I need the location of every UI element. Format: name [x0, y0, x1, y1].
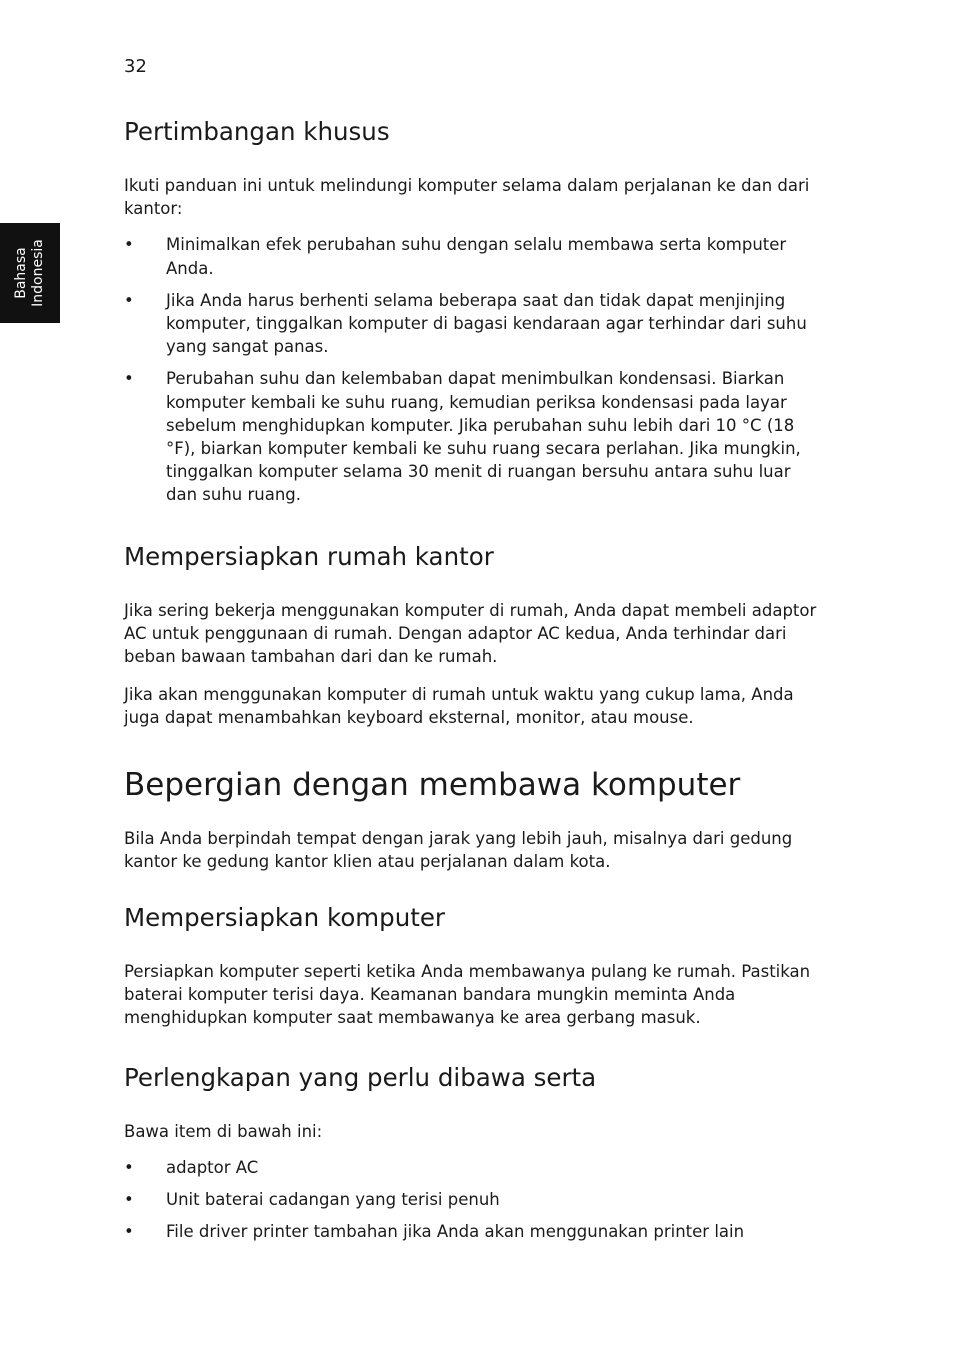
side-tab-line-2: Indonesia	[30, 239, 46, 307]
list-item-text: Unit baterai cadangan yang terisi penuh	[166, 1190, 500, 1210]
list-item-text: adaptor AC	[166, 1157, 259, 1177]
page-content	[124, 112, 824, 1243]
list-item	[124, 233, 824, 279]
page-number: 32	[124, 56, 147, 77]
bullet-icon: •	[124, 235, 134, 255]
list-item-text: Minimalkan efek perubahan suhu dengan selalu membawa serta komputer Anda.	[166, 235, 787, 278]
perlengkapan-list	[124, 1156, 824, 1244]
heading-mempersiapkan-komputer: Mempersiapkan komputer	[124, 903, 446, 933]
heading-perlengkapan: Perlengkapan yang perlu dibawa serta	[124, 1062, 597, 1092]
list-item-text: Perubahan suhu dan kelembaban dapat menimbulkan kondensasi. Biarkan komputer kembali ke suhu ruang, kemudian periksa kondensasi pada layar sebelum menghidupkan komputer. Jika perubahan suhu lebih dari 10 °C (18 °F), biarkan komputer kembali ke suhu ruang secara perlahan. Jika mungkin, tinggalkan komputer selama 30 menit di ruangan bersuhu antara suhu luar dan suhu ruang.	[166, 369, 801, 505]
list-item	[124, 367, 824, 506]
list-item	[124, 1188, 824, 1211]
list-item	[124, 289, 824, 359]
pertimbangan-intro: Ikuti panduan ini untuk melindungi komputer selama dalam perjalanan ke dan dari kantor:	[124, 176, 810, 219]
bullet-icon: •	[124, 1157, 134, 1177]
bullet-icon: •	[124, 1190, 134, 1210]
side-tab-line-1: Bahasa	[13, 247, 29, 299]
list-item	[124, 1156, 824, 1179]
bepergian-intro: Bila Anda berpindah tempat dengan jarak yang lebih jauh, misalnya dari gedung kantor ke gedung kantor klien atau perjalanan dalam kota.	[124, 828, 793, 871]
rumah-kantor-paragraph-2: Jika akan menggunakan komputer di rumah untuk waktu yang cukup lama, Anda juga dapat menambahkan keyboard eksternal, monitor, atau mouse.	[124, 685, 794, 728]
bullet-icon: •	[124, 1222, 134, 1242]
perlengkapan-intro: Bawa item di bawah ini:	[124, 1121, 323, 1141]
heading-pertimbangan-khusus: Pertimbangan khusus	[124, 117, 390, 146]
pertimbangan-list	[124, 233, 824, 506]
bullet-icon: •	[124, 290, 134, 310]
rumah-kantor-paragraph-1: Jika sering bekerja menggunakan komputer di rumah, Anda dapat membeli adaptor AC untuk penggunaan di rumah. Dengan adaptor AC kedua, Anda terhindar dari beban bawaan tambahan dari dan ke rumah.	[124, 600, 817, 667]
heading-mempersiapkan-rumah-kantor: Mempersiapkan rumah kantor	[124, 541, 494, 571]
language-side-tab-label	[13, 239, 47, 307]
persiapan-komputer-paragraph: Persiapkan komputer seperti ketika Anda membawanya pulang ke rumah. Pastikan baterai komputer terisi daya. Keamanan bandara mungkin meminta Anda menghidupkan komputer saat membawanya ke area gerbang masuk.	[124, 962, 811, 1028]
list-item-text: Jika Anda harus berhenti selama beberapa saat dan tidak dapat menjinjing komputer, tinggalkan komputer di bagasi kendaraan agar terhindar dari suhu yang sangat panas.	[166, 290, 807, 357]
list-item-text: File driver printer tambahan jika Anda akan menggunakan printer lain	[166, 1222, 745, 1242]
list-item	[124, 1220, 824, 1243]
bullet-icon: •	[124, 369, 134, 389]
heading-bepergian: Bepergian dengan membawa komputer	[124, 766, 741, 803]
language-side-tab	[0, 223, 60, 323]
